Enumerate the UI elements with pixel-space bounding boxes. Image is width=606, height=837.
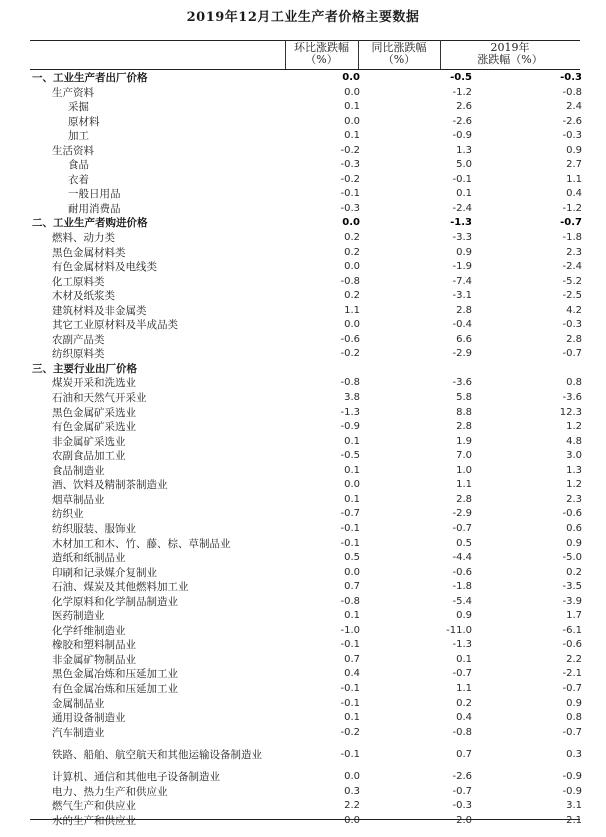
cell-mom: -0.1 (340, 537, 360, 549)
cell-yoy: -3.6 (452, 377, 472, 389)
cell-year: -0.7 (562, 682, 582, 694)
row-label: 农副产品类 (52, 333, 105, 346)
cell-year: -5.0 (562, 552, 582, 564)
cell-yoy: 0.1 (456, 188, 472, 200)
cell-yoy: -3.3 (452, 232, 472, 244)
table-row (30, 726, 582, 741)
row-label: 电力、热力生产和供应业 (52, 785, 168, 798)
cell-yoy: 0.9 (456, 610, 472, 622)
cell-yoy: 1.1 (456, 479, 472, 491)
cell-year: -5.2 (562, 275, 582, 287)
row-label: 造纸和纸制品业 (52, 552, 126, 565)
cell-mom: 0.0 (344, 814, 360, 826)
cell-year: 0.8 (566, 712, 582, 724)
table-row (30, 289, 582, 304)
table-row (30, 682, 582, 697)
cell-yoy: 1.3 (456, 144, 472, 156)
cell-mom: -0.1 (340, 639, 360, 651)
cell-yoy: 1.0 (456, 464, 472, 476)
table-row (30, 740, 582, 770)
header-yoy (358, 42, 440, 68)
cell-yoy: -2.6 (452, 771, 472, 783)
row-label: 生活资料 (52, 144, 94, 157)
cell-yoy: -0.5 (450, 72, 472, 83)
cell-mom: 0.4 (344, 668, 360, 680)
header-mom-line2: （%） (305, 53, 338, 66)
cell-mom: 0.0 (344, 261, 360, 273)
table-row (30, 711, 582, 726)
cell-year: 0.6 (566, 522, 582, 534)
table-row (30, 202, 582, 217)
cell-mom: 0.5 (344, 552, 360, 564)
cell-yoy: -0.3 (452, 800, 472, 812)
cell-year: -0.8 (562, 86, 582, 98)
row-label: 石油、煤炭及其他燃料加工业 (52, 581, 189, 594)
row-label: 酒、饮料及精制茶制造业 (52, 479, 168, 492)
section-row (30, 362, 582, 377)
cell-mom: -0.6 (340, 333, 360, 345)
cell-mom: -0.1 (340, 697, 360, 709)
row-label: 黑色金属矿采选业 (52, 406, 136, 419)
cell-year: 0.9 (566, 697, 582, 709)
row-label: 黑色金属材料类 (52, 246, 126, 259)
cell-yoy: 2.6 (456, 101, 472, 113)
cell-year: -0.7 (562, 348, 582, 360)
cell-mom: -0.1 (340, 522, 360, 534)
cell-mom: 0.1 (344, 130, 360, 142)
row-label: 非金属矿物制品业 (52, 653, 136, 666)
table-row (30, 376, 582, 391)
cell-year: -0.9 (562, 785, 582, 797)
cell-year: 12.3 (559, 406, 582, 418)
row-label: 有色金属冶炼和压延加工业 (52, 682, 178, 695)
row-label: 医药制造业 (52, 610, 105, 623)
cell-mom: 0.1 (344, 435, 360, 447)
cell-year: -2.5 (562, 290, 582, 302)
cell-year: 2.7 (566, 159, 582, 171)
row-label: 食品制造业 (52, 464, 105, 477)
table-row (30, 275, 582, 290)
cell-mom: -0.8 (340, 377, 360, 389)
cell-yoy: 2.8 (456, 493, 472, 505)
table-row (30, 566, 582, 581)
cell-year: 1.3 (566, 464, 582, 476)
cell-yoy: 2.0 (456, 814, 472, 826)
header-yoy-line2: （%） (382, 53, 416, 66)
cell-yoy: -5.4 (452, 595, 472, 607)
cell-yoy: 0.2 (456, 697, 472, 709)
table-row (30, 231, 582, 246)
cell-yoy: -2.6 (452, 115, 472, 127)
row-label: 三、主要行业出厂价格 (32, 362, 137, 375)
row-label: 木材加工和木、竹、藤、棕、草制品业 (52, 537, 231, 550)
cell-yoy: 6.6 (456, 333, 472, 345)
cell-yoy: -4.4 (452, 552, 472, 564)
cell-year: 2.8 (566, 333, 582, 345)
table-row (30, 507, 582, 522)
row-label: 计算机、通信和其他电子设备制造业 (52, 771, 220, 784)
table-row (30, 522, 582, 537)
row-label: 食品 (68, 159, 89, 172)
row-label: 汽车制造业 (52, 726, 105, 739)
row-label: 二、工业生产者购进价格 (32, 217, 148, 230)
table-row (30, 406, 582, 421)
row-label: 纺织业 (52, 508, 84, 521)
row-label: 非金属矿采选业 (52, 435, 126, 448)
cell-year: -1.2 (562, 202, 582, 214)
cell-yoy: -0.7 (452, 785, 472, 797)
cell-year: 1.7 (566, 610, 582, 622)
cell-yoy: 0.1 (456, 653, 472, 665)
cell-year: -3.9 (562, 595, 582, 607)
cell-yoy: 0.7 (456, 749, 472, 761)
row-label: 黑色金属冶炼和压延加工业 (52, 668, 178, 681)
table-row (30, 638, 582, 653)
table-body (30, 71, 582, 828)
cell-yoy: -2.4 (452, 202, 472, 214)
table-row (30, 799, 582, 814)
cell-year: -1.8 (562, 232, 582, 244)
row-label: 有色金属材料及电线类 (52, 261, 157, 274)
cell-yoy: 1.1 (456, 682, 472, 694)
cell-yoy: 5.0 (456, 159, 472, 171)
row-label: 木材及纸浆类 (52, 290, 115, 303)
table-row (30, 187, 582, 202)
row-label: 生产资料 (52, 86, 94, 99)
table-row (30, 595, 582, 610)
cell-yoy: -2.9 (452, 348, 472, 360)
table-row (30, 86, 582, 101)
cell-yoy: -3.1 (452, 290, 472, 302)
cell-mom: -0.5 (340, 450, 360, 462)
table-row (30, 115, 582, 130)
cell-year: -0.7 (560, 217, 582, 229)
header-year (440, 42, 580, 68)
table-row (30, 814, 582, 829)
cell-year: 4.2 (566, 304, 582, 316)
header-year-line2: 涨跌幅（%） (477, 53, 543, 66)
cell-mom: 0.3 (344, 785, 360, 797)
cell-year: 1.2 (566, 479, 582, 491)
table-row (30, 478, 582, 493)
row-label: 一、工业生产者出厂价格 (32, 72, 148, 84)
price-data-table (30, 71, 582, 828)
table-row (30, 785, 582, 800)
cell-mom (287, 362, 360, 377)
cell-year: -0.6 (562, 508, 582, 520)
cell-year: 0.9 (566, 144, 582, 156)
cell-year: 2.2 (566, 653, 582, 665)
table-row (30, 158, 582, 173)
header-mom-line1: 环比涨跌幅 (294, 41, 349, 54)
row-label: 铁路、船舶、航空航天和其他运输设备制造业 (52, 749, 262, 762)
row-label: 通用设备制造业 (52, 712, 126, 725)
cell-year: 0.4 (566, 188, 582, 200)
row-label: 一般日用品 (68, 188, 121, 201)
cell-year: 4.8 (566, 435, 582, 447)
row-label: 金属制品业 (52, 697, 105, 710)
row-label: 化学原料和化学制品制造业 (52, 595, 178, 608)
table-row (30, 449, 582, 464)
cell-year: -3.6 (562, 392, 582, 404)
cell-mom: 0.0 (342, 217, 360, 229)
cell-year: 0.9 (566, 537, 582, 549)
cell-year: 2.3 (566, 493, 582, 505)
table-row (30, 260, 582, 275)
cell-mom: -0.2 (340, 348, 360, 360)
cell-year: -0.3 (562, 130, 582, 142)
cell-yoy: -0.1 (452, 173, 472, 185)
cell-year: 3.0 (566, 450, 582, 462)
cell-mom: 0.2 (344, 290, 360, 302)
row-label: 耐用消费品 (68, 202, 121, 215)
row-label: 煤炭开采和洗选业 (52, 377, 136, 390)
header-mom (285, 42, 358, 68)
table-row (30, 537, 582, 552)
table-row (30, 391, 582, 406)
row-label: 燃料、动力类 (52, 232, 115, 245)
table-row (30, 551, 582, 566)
cell-mom: -1.3 (340, 406, 360, 418)
table-row (30, 580, 582, 595)
table-row (30, 435, 582, 450)
cell-yoy: 8.8 (456, 406, 472, 418)
cell-yoy: 0.9 (456, 246, 472, 258)
cell-mom: -0.8 (340, 595, 360, 607)
cell-mom: 1.1 (344, 304, 360, 316)
cell-mom: -0.2 (340, 173, 360, 185)
table-row (30, 347, 582, 362)
cell-mom: -0.1 (340, 188, 360, 200)
cell-mom: 0.0 (344, 319, 360, 331)
cell-yoy: 2.8 (456, 421, 472, 433)
cell-year: -2.1 (562, 668, 582, 680)
cell-yoy: -7.4 (452, 275, 472, 287)
cell-yoy: 0.5 (456, 537, 472, 549)
cell-year: -0.3 (562, 319, 582, 331)
cell-yoy: -1.3 (450, 217, 472, 229)
table-row (30, 770, 582, 785)
row-label: 纺织服装、服饰业 (52, 522, 136, 535)
row-label: 石油和天然气开采业 (52, 392, 147, 405)
header-year-line1: 2019年 (490, 41, 530, 54)
cell-mom: -0.7 (340, 508, 360, 520)
row-label: 采掘 (68, 101, 89, 114)
cell-year: 1.1 (566, 173, 582, 185)
cell-mom: 0.0 (344, 566, 360, 578)
cell-mom: 0.1 (344, 464, 360, 476)
cell-year: -3.5 (562, 581, 582, 593)
cell-yoy: -0.7 (452, 522, 472, 534)
cell-yoy: 7.0 (456, 450, 472, 462)
cell-mom: 0.0 (344, 771, 360, 783)
row-label: 燃气生产和供应业 (52, 800, 136, 813)
cell-yoy: -1.3 (452, 639, 472, 651)
table-row (30, 464, 582, 479)
table-row (30, 420, 582, 435)
row-label: 衣着 (68, 173, 89, 186)
cell-year: -0.7 (562, 726, 582, 738)
cell-mom: 0.1 (344, 493, 360, 505)
cell-yoy: 1.9 (456, 435, 472, 447)
cell-year: 0.2 (566, 566, 582, 578)
cell-yoy: 0.4 (456, 712, 472, 724)
table-row (30, 667, 582, 682)
cell-yoy: -0.4 (452, 319, 472, 331)
row-label: 橡胶和塑料制品业 (52, 639, 136, 652)
cell-mom: 0.2 (344, 246, 360, 258)
cell-mom: 0.1 (344, 610, 360, 622)
cell-year: -2.4 (562, 261, 582, 273)
cell-yoy: -0.6 (452, 566, 472, 578)
cell-mom: 0.1 (344, 101, 360, 113)
cell-year: 0.8 (566, 377, 582, 389)
table-row (30, 318, 582, 333)
cell-year: 0.3 (566, 749, 582, 761)
cell-yoy: -0.7 (452, 668, 472, 680)
cell-yoy: 5.8 (456, 392, 472, 404)
cell-mom: 0.7 (344, 581, 360, 593)
row-label: 有色金属矿采选业 (52, 421, 136, 434)
cell-mom: -0.8 (340, 275, 360, 287)
table-row (30, 246, 582, 261)
section-row (30, 216, 582, 231)
cell-mom: -0.3 (340, 159, 360, 171)
cell-yoy: -0.8 (452, 726, 472, 738)
table-row (30, 333, 582, 348)
cell-yoy: 2.8 (456, 304, 472, 316)
header-bottom-rule (30, 69, 580, 70)
cell-mom: 2.2 (344, 800, 360, 812)
cell-year: 2.1 (566, 814, 582, 826)
cell-year (472, 362, 582, 377)
cell-mom: -0.2 (340, 726, 360, 738)
cell-year: 3.1 (566, 800, 582, 812)
cell-yoy: -2.9 (452, 508, 472, 520)
cell-yoy: -1.9 (452, 261, 472, 273)
cell-mom: -0.1 (340, 682, 360, 694)
cell-mom: 0.0 (344, 479, 360, 491)
table-row (30, 624, 582, 639)
row-label: 印刷和记录媒介复制业 (52, 566, 157, 579)
cell-year: -2.6 (562, 115, 582, 127)
cell-year: -0.3 (560, 72, 582, 83)
row-label: 农副食品加工业 (52, 450, 126, 463)
row-label: 原材料 (68, 115, 100, 128)
table-row (30, 653, 582, 668)
table-row (30, 304, 582, 319)
cell-mom: -0.3 (340, 202, 360, 214)
row-label: 纺织原料类 (52, 348, 105, 361)
table-title: 2019年12月工业生产者价格主要数据 (186, 10, 420, 25)
cell-mom: -1.0 (340, 624, 360, 636)
cell-yoy: -11.0 (446, 624, 472, 636)
table-row (30, 100, 582, 115)
table-row (30, 144, 582, 159)
cell-mom: 0.0 (342, 72, 360, 83)
cell-mom: -0.9 (340, 421, 360, 433)
table-row (30, 493, 582, 508)
cell-yoy: -1.2 (452, 86, 472, 98)
cell-mom: 0.1 (344, 712, 360, 724)
cell-mom: 0.2 (344, 232, 360, 244)
row-label: 烟草制品业 (52, 493, 105, 506)
cell-mom: -0.2 (340, 144, 360, 156)
cell-mom: -0.1 (340, 749, 360, 761)
row-label: 建筑材料及非金属类 (52, 304, 147, 317)
cell-year: 2.4 (566, 101, 582, 113)
cell-mom: 0.0 (344, 115, 360, 127)
cell-yoy (360, 362, 472, 377)
row-label: 化工原料类 (52, 275, 105, 288)
cell-year: 1.2 (566, 421, 582, 433)
table-row (30, 129, 582, 144)
cell-yoy: -0.9 (452, 130, 472, 142)
table-row (30, 697, 582, 712)
table-row (30, 173, 582, 188)
row-label: 化学纤维制造业 (52, 624, 126, 637)
cell-year: -6.1 (562, 624, 582, 636)
cell-mom: 0.7 (344, 653, 360, 665)
section-row (30, 71, 582, 86)
row-label: 加工 (68, 130, 89, 143)
cell-mom: 3.8 (344, 392, 360, 404)
cell-yoy: -1.8 (452, 581, 472, 593)
cell-year: -0.6 (562, 639, 582, 651)
row-label: 其它工业原材料及半成品类 (52, 319, 178, 332)
cell-year: 2.3 (566, 246, 582, 258)
header-yoy-line1: 同比涨跌幅 (371, 41, 427, 54)
cell-year: -0.9 (562, 771, 582, 783)
row-label: 水的生产和供应业 (52, 814, 136, 827)
cell-mom: 0.0 (344, 86, 360, 98)
table-row (30, 609, 582, 624)
